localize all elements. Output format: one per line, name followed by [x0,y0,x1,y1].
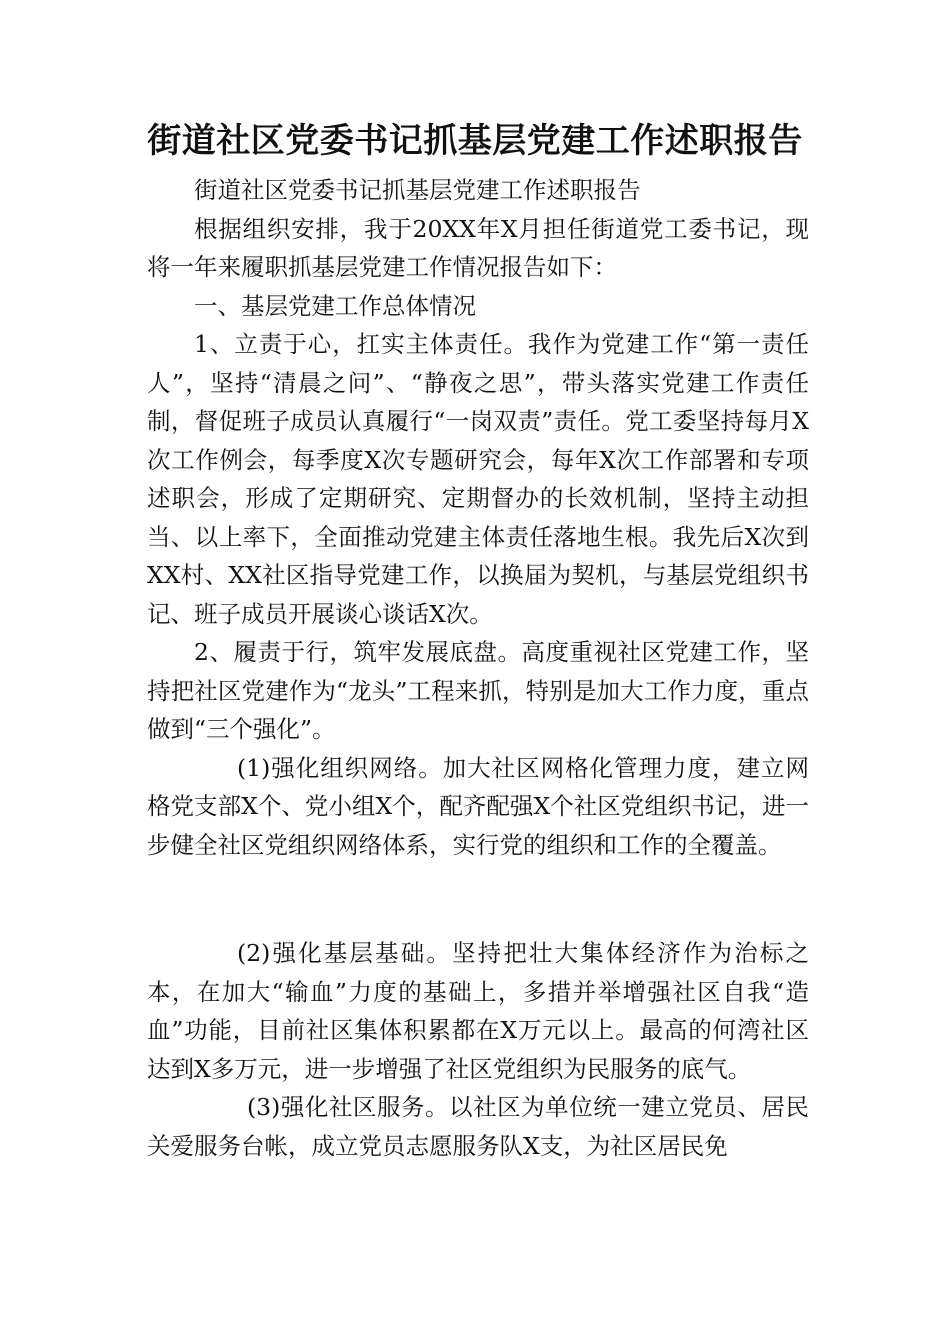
section-heading-1: 一、基层党建工作总体情况 [194,291,476,320]
intro-paragraph: 根据组织安排，我于20XX年X月担任街道党工委书记，现将一年来履职抓基层党建工作情况报告如下： [147,214,809,281]
sub-item-1-paragraph: (1)强化组织网络。加大社区网格化管理力度，建立网格党支部X个、党小组X个，配齐配强X个社区党组织书记，进一步健全社区党组织网络体系，实行党的组织和工作的全覆盖。 [147,753,809,859]
item-1-paragraph: 1、立责于心，扛实主体责任。我作为党建工作“第一责任人”，坚持“清晨之问”、“静夜之思”，带头落实党建工作责任制，督促班子成员认真履行“一岗双责”责任。党工委坚持每月X次工作例会，每季度X次专题研究会，每年X次工作部署和专项述职会，形成了定期研究、定期督办的长效机制，坚持主动担当、以上率下，全面推动党建主体责任落地生根。我先后X次到XX村、XX社区指导党建工作，以换届为契机，与基层党组织书记、班子成员开展谈心谈话X次。 [147,330,809,628]
document-body-block-2 [147,934,809,1165]
document-title: 街道社区党委书记抓基层党建工作述职报告 [147,121,803,161]
item-2-paragraph: 2、履责于行，筑牢发展底盘。高度重视社区党建工作，坚持把社区党建作为“龙头”工程来抓，特别是加大工作力度，重点做到“三个强化”。 [147,638,809,743]
sub-item-2-paragraph: (2)强化基层基础。坚持把壮大集体经济作为治标之本，在加大“输血”力度的基础上，多措并举增强社区自我“造血”功能，目前社区集体积累都在X万元以上。最高的何湾社区达到X多万元，进一步增强了社区党组织为民服务的底气。 [147,939,809,1083]
subtitle-paragraph: 街道社区党委书记抓基层党建工作述职报告 [194,176,641,204]
sub-item-3-paragraph: (3)强化社区服务。以社区为单位统一建立党员、居民关爱服务台帐，成立党员志愿服务队X支，为社区居民免 [147,1093,809,1160]
document-body-block-1 [147,171,809,864]
